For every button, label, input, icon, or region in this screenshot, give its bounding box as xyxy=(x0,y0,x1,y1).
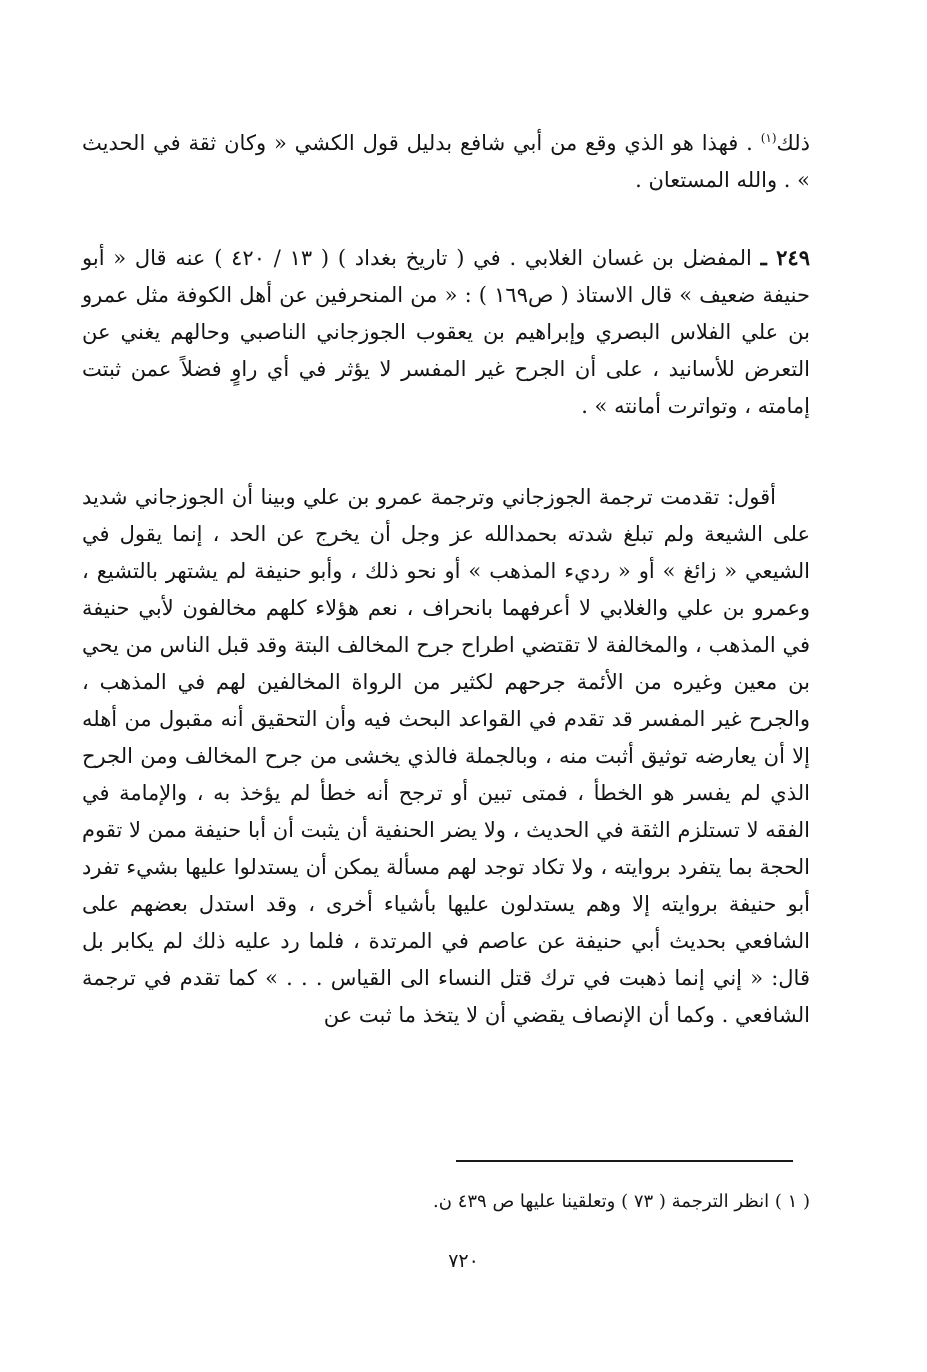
entry-249-paragraph xyxy=(82,239,810,425)
commentary-paragraph xyxy=(82,479,810,1034)
footnote-reference: (١) xyxy=(760,131,777,145)
page-number: ٧٢٠ xyxy=(448,1250,479,1272)
footnote-divider xyxy=(456,1160,793,1162)
footnote: ( ١ ) انظر الترجمة ( ٧٣ ) وتعلقينا عليها ص ٤٣٩ ن. xyxy=(433,1191,810,1212)
entry-number: ٢٤٩ ـ xyxy=(760,245,810,270)
paragraph-1-start: ذلك xyxy=(776,131,810,155)
commentary-text: أقول: تقدمت ترجمة الجوزجاني وترجمة عمرو بن علي وبينا أن الجوزجاني شديد على الشيعة ولم تبلغ شدته بحمدالله عز وجل أن يخرج عن الحد ، إنما يقول في الشيعي « زائغ » أو « رديء المذهب » أو نحو ذلك ، وأبو حنيفة لم يشتهر بالتشيع ، وعمرو بن علي والغلابي لا أعرفهما بانحراف ، نعم هؤلاء كلهم مخالفون لأبي حنيفة في المذهب ، والمخالفة لا تقتضي اطراح جرح المخالف البتة وقد قبل الناس من يحي بن معين وغيره من الأئمة جرحهم لكثير من الرواة المخالفين لهم في المذهب ، والجرح غير المفسر قد تقدم في القواعد البحث فيه وأن التحقيق أنه مقبول من أهله إلا أن يعارضه توثيق أثبت منه ، وبالجملة فالذي يخشى من جرح المخالف ومن الجرح الذي لم يفسر هو الخطأ ، فمتى تبين أو ترجح أنه خطأ لم يؤخذ به ، والإمامة في الفقه لا تستلزم الثقة في الحديث ، ولا يضر الحنفية أن يثبت أن أبا حنيفة ممن لا تقوم الحجة بما يتفرد بروايته ، ولا تكاد توجد لهم مسألة يمكن أن يستدلوا عليها بشيء تفرد أبو حنيفة بروايته إلا وهم يستدلون عليها بأشياء أخرى ، وقد استدل بعضهم على الشافعي بحديث أبي حنيفة عن عاصم في المرتدة ، فلما رد عليه ذلك لم يكابر بل قال: « إني إنما ذهبت في ترك قتل النساء الى القياس . . . » كما تقدم في ترجمة الشافعي . وكما أن الإنصاف يقضي أن لا يتخذ ما ثبت عن xyxy=(82,485,810,1027)
paragraph-continuation xyxy=(82,125,810,199)
paragraph-1-rest: . فهذا هو الذي وقع من أبي شافع بدليل قول الكشي « وكان ثقة في الحديث » . والله المستعان . xyxy=(82,131,810,192)
entry-249-text: المفضل بن غسان الغلابي . في ( تاريخ بغداد ) ( ١٣ / ٤٢٠ ) عنه قال « أبو حنيفة ضعيف » قال الاستاذ ( ص١٦٩ ) : « من المنحرفين عن أهل الكوفة مثل عمرو بن علي الفلاس البصري وإبراهيم بن يعقوب الجوزجاني الناصبي وحالهم يغني عن التعرض للأسانيد ، على أن الجرح غير المفسر لا يؤثر في أي راوٍ فضلاً عمن ثبتت إمامته ، وتواترت أمانته » . xyxy=(82,246,811,418)
